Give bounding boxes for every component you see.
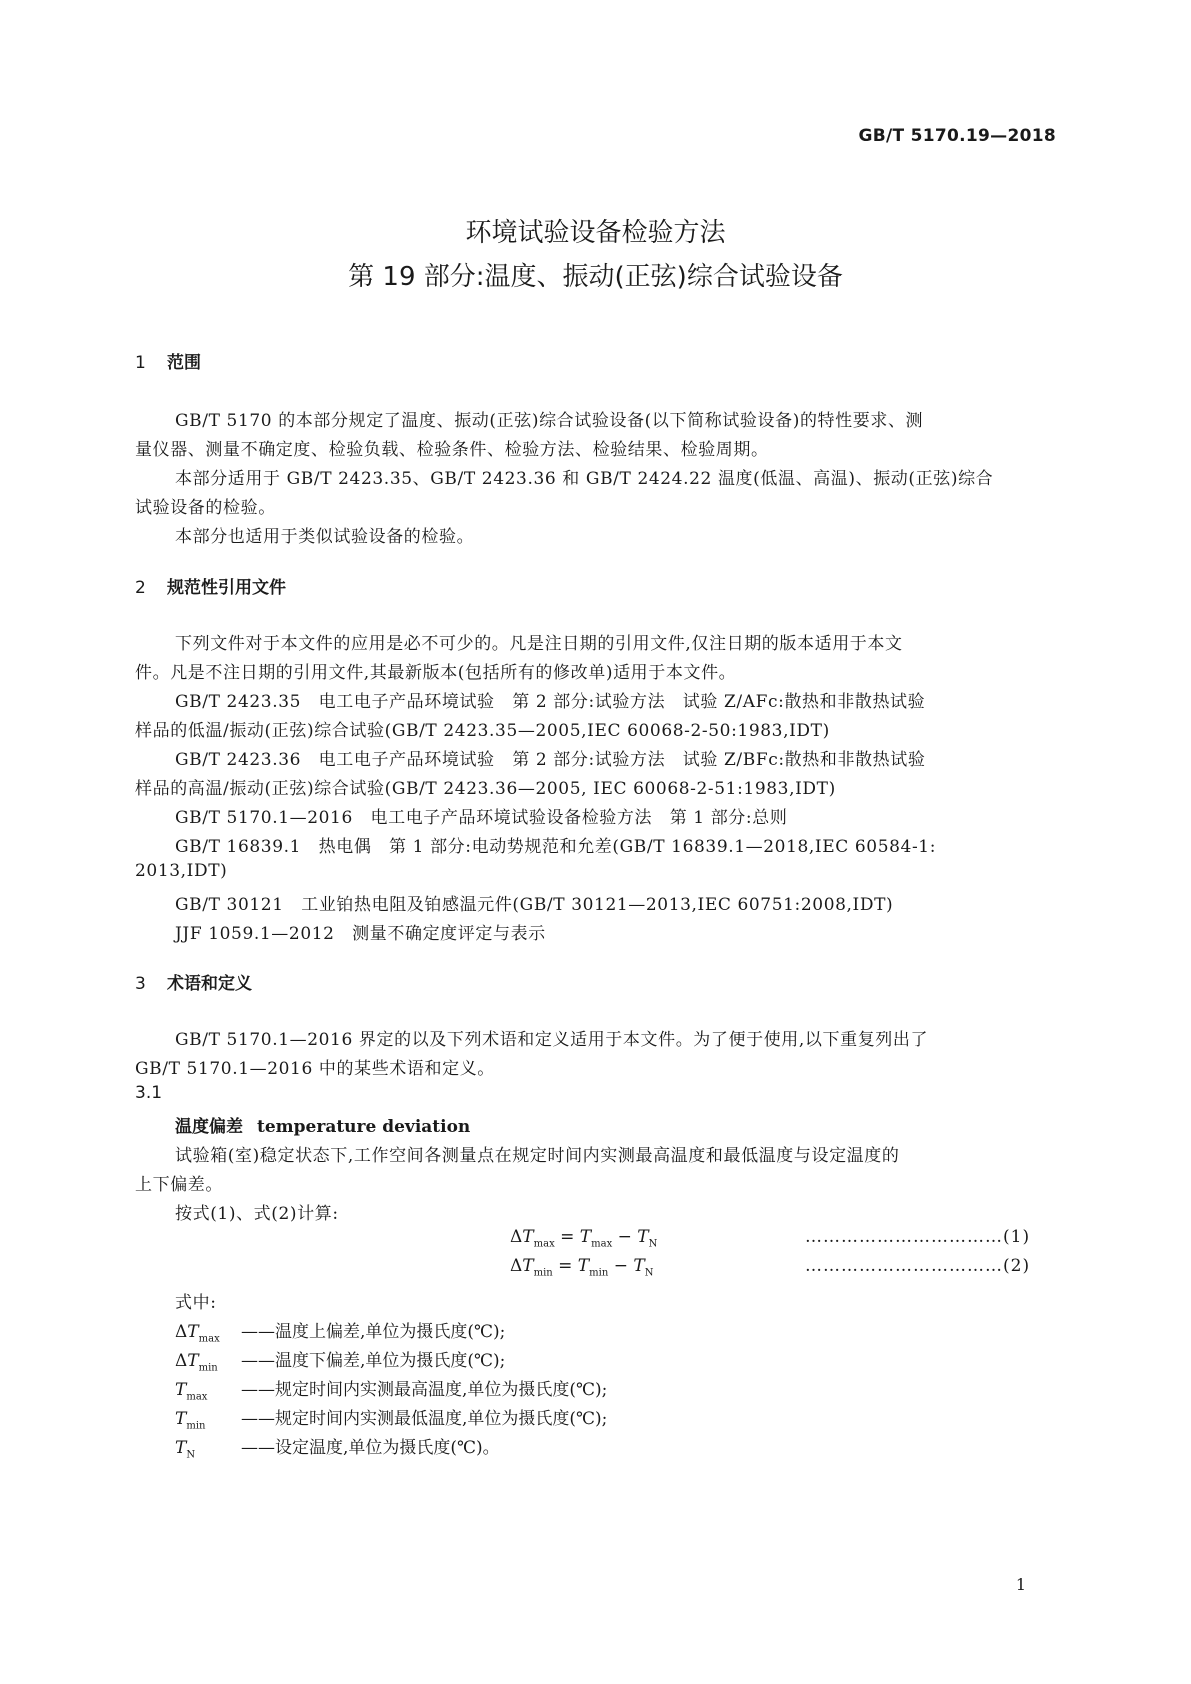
section-2-heading	[135, 573, 286, 598]
scope-paragraph: 本部分适用于 GB/T 2423.35、GB/T 2423.36 和 GB/T 2424.22 温度(低温、高温)、振动(正弦)综合	[175, 469, 994, 489]
equation-2: $\Delta T_{min} = T_{min} - T_N$	[510, 1256, 654, 1279]
reference-item: GB/T 5170.1—2016 电工电子产品环境试验设备检验方法 第 1 部分:总则	[175, 808, 788, 828]
section-title: 术语和定义	[167, 974, 252, 994]
section-1-heading	[135, 348, 201, 373]
variable-definition: $T_N$ ——设定温度,单位为摄氏度(℃)。	[175, 1438, 500, 1461]
variable-description: ——规定时间内实测最高温度,单位为摄氏度(℃);	[241, 1380, 608, 1400]
reference-item: GB/T 2423.36 电工电子产品环境试验 第 2 部分:试验方法 试验 Z/BFc:散热和非散热试验	[175, 750, 926, 770]
reference-item: 2013,IDT)	[135, 861, 228, 881]
calc-instruction: 按式(1)、式(2)计算:	[175, 1204, 339, 1224]
references-intro: 件。凡是不注日期的引用文件,其最新版本(包括所有的修改单)适用于本文件。	[135, 663, 737, 683]
where-label: 式中:	[175, 1293, 217, 1313]
variable-description: ——温度上偏差,单位为摄氏度(℃);	[241, 1322, 506, 1342]
reference-item: 样品的高温/振动(正弦)综合试验(GB/T 2423.36—2005, IEC 60068-2-51:1983,IDT)	[135, 779, 836, 799]
references-intro: 下列文件对于本文件的应用是必不可少的。凡是注日期的引用文件,仅注日期的版本适用于本文	[175, 634, 903, 654]
scope-paragraph: 试验设备的检验。	[135, 498, 276, 518]
section-number: 3	[135, 974, 146, 994]
scope-paragraph: 量仪器、测量不确定度、检验负载、检验条件、检验方法、检验结果、检验周期。	[135, 440, 769, 460]
variable-definition: $T_{max}$ ——规定时间内实测最高温度,单位为摄氏度(℃);	[175, 1380, 608, 1403]
section-number: 2	[135, 578, 146, 598]
term-definition: 试验箱(室)稳定状态下,工作空间各测量点在规定时间内实测最高温度和最低温度与设定温度的	[175, 1146, 900, 1166]
section-title: 范围	[167, 353, 201, 373]
variable-definition: $\Delta T_{min}$ ——温度下偏差,单位为摄氏度(℃);	[175, 1351, 506, 1374]
reference-item: GB/T 2423.35 电工电子产品环境试验 第 2 部分:试验方法 试验 Z/AFc:散热和非散热试验	[175, 692, 926, 712]
term-name-cn: 温度偏差	[175, 1117, 243, 1137]
equation-2-number: ……………………………(2)	[805, 1256, 1031, 1276]
page-number: 1	[1015, 1575, 1026, 1594]
variable-description: ——温度下偏差,单位为摄氏度(℃);	[241, 1351, 506, 1371]
scope-paragraph: GB/T 5170 的本部分规定了温度、振动(正弦)综合试验设备(以下简称试验设备)的特性要求、测	[175, 411, 924, 431]
reference-item: 样品的低温/振动(正弦)综合试验(GB/T 2423.35—2005,IEC 60068-2-50:1983,IDT)	[135, 721, 830, 741]
variable-description: ——规定时间内实测最低温度,单位为摄氏度(℃);	[241, 1409, 608, 1429]
term-name-en: temperature deviation	[257, 1117, 471, 1137]
term-number: 3.1	[135, 1083, 163, 1103]
variable-definition: $T_{min}$ ——规定时间内实测最低温度,单位为摄氏度(℃);	[175, 1409, 608, 1432]
reference-item: GB/T 16839.1 热电偶 第 1 部分:电动势规范和允差(GB/T 16839.1—2018,IEC 60584-1:	[175, 837, 937, 857]
terms-intro: GB/T 5170.1—2016 中的某些术语和定义。	[135, 1059, 495, 1079]
term-name	[175, 1112, 470, 1137]
document-title: 环境试验设备检验方法	[465, 218, 726, 248]
variable-description: ——设定温度,单位为摄氏度(℃)。	[241, 1438, 500, 1458]
scope-paragraph: 本部分也适用于类似试验设备的检验。	[175, 527, 475, 547]
reference-item: GB/T 30121 工业铂热电阻及铂感温元件(GB/T 30121—2013,IEC 60751:2008,IDT)	[175, 895, 894, 915]
equation-1: $\Delta T_{max} = T_{max} - T_N$	[510, 1227, 658, 1250]
section-number: 1	[135, 353, 146, 373]
variable-definition: $\Delta T_{max}$ ——温度上偏差,单位为摄氏度(℃);	[175, 1322, 506, 1345]
term-definition: 上下偏差。	[135, 1175, 223, 1195]
section-3-heading	[135, 969, 252, 994]
standard-number: GB/T 5170.19—2018	[858, 126, 1056, 146]
terms-intro: GB/T 5170.1—2016 界定的以及下列术语和定义适用于本文件。为了便于使用,以下重复列出了	[175, 1030, 929, 1050]
document-subtitle: 第 19 部分:温度、振动(正弦)综合试验设备	[348, 262, 843, 292]
equation-1-number: ……………………………(1)	[805, 1227, 1031, 1247]
reference-item: JJF 1059.1—2012 测量不确定度评定与表示	[175, 924, 546, 944]
section-title: 规范性引用文件	[167, 578, 286, 598]
